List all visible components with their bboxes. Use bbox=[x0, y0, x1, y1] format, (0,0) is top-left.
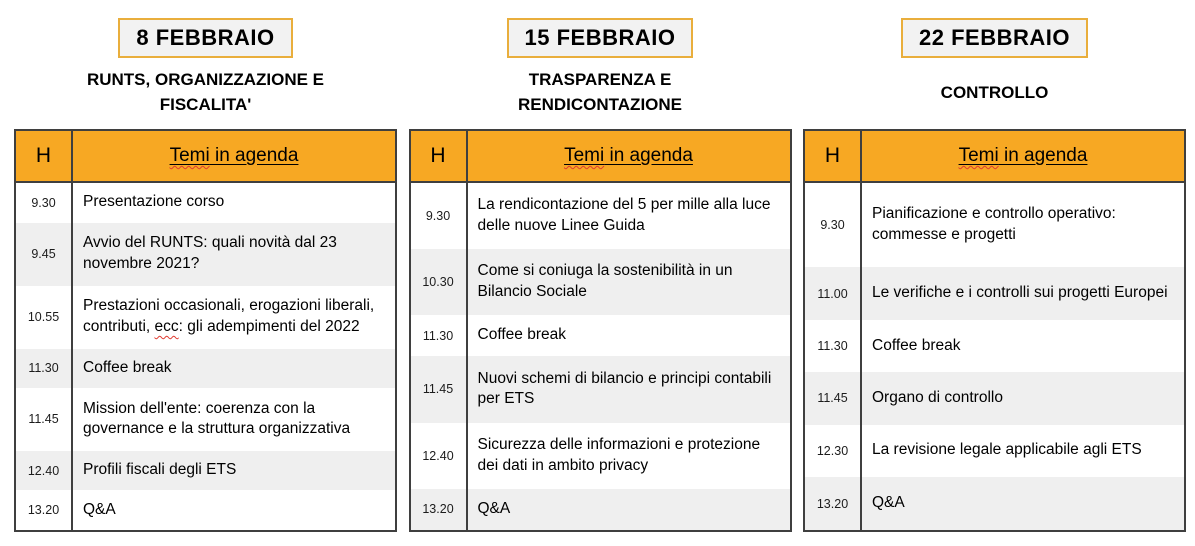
time-cell: 11.45 bbox=[410, 356, 467, 422]
date-badge bbox=[507, 18, 694, 58]
time-cell: 11.45 bbox=[15, 388, 72, 451]
topic-cell: Sicurezza delle informazioni e protezione dei dati in ambito privacy bbox=[477, 435, 761, 474]
agenda-body bbox=[15, 182, 396, 531]
time-cell: 11.30 bbox=[410, 315, 467, 356]
spellcheck-underline: ecc bbox=[154, 318, 179, 336]
time-cell: 10.30 bbox=[410, 249, 467, 315]
day-subtitle: RUNTS, ORGANIZZAZIONE E FISCALITA' bbox=[86, 70, 325, 114]
time-cell: 11.30 bbox=[15, 349, 72, 388]
topic-cell: La revisione legale applicabile agli ETS bbox=[872, 441, 1142, 459]
agenda-table bbox=[409, 129, 792, 532]
agenda-row bbox=[15, 286, 396, 349]
agenda-row bbox=[410, 249, 791, 315]
topic-cell: Pianificazione e controllo operativo: commesse e progetti bbox=[872, 205, 1116, 244]
agenda-header-row bbox=[410, 130, 791, 182]
topic-cell: Coffee break bbox=[872, 336, 961, 354]
column-header-temi: Temi in agenda bbox=[467, 130, 791, 182]
column-header-h: H bbox=[15, 130, 72, 182]
subtitle-wrap bbox=[56, 66, 356, 120]
time-cell: 9.30 bbox=[804, 182, 861, 267]
day-column-15-febbraio bbox=[409, 18, 792, 546]
column-header-h: H bbox=[410, 130, 467, 182]
time-cell: 9.30 bbox=[15, 182, 72, 223]
agenda-header-row bbox=[804, 130, 1185, 182]
time-cell: 13.20 bbox=[410, 489, 467, 531]
topic-cell: Avvio del RUNTS: quali novità dal 23 novembre 2021? bbox=[83, 234, 337, 273]
topic-cell: Q&A bbox=[83, 500, 116, 518]
topic-cell: Come si coniuga la sostenibilità in un Bilancio Sociale bbox=[477, 262, 733, 301]
day-column-22-febbraio bbox=[803, 18, 1186, 546]
time-cell: 12.30 bbox=[804, 425, 861, 477]
agenda-row bbox=[410, 315, 791, 356]
column-header-temi: Temi in agenda bbox=[72, 130, 396, 182]
date-label: 15 FEBBRAIO bbox=[524, 25, 676, 50]
agenda-row bbox=[15, 349, 396, 388]
date-badge bbox=[901, 18, 1088, 58]
agenda-row bbox=[804, 320, 1185, 372]
subtitle-wrap bbox=[845, 66, 1145, 120]
date-label: 8 FEBBRAIO bbox=[136, 25, 275, 50]
time-cell: 11.45 bbox=[804, 372, 861, 424]
time-cell: 11.00 bbox=[804, 267, 861, 319]
agenda-row bbox=[15, 490, 396, 531]
agenda-row bbox=[15, 223, 396, 286]
agenda-row bbox=[410, 489, 791, 531]
topic-cell: Coffee break bbox=[477, 326, 566, 344]
spellcheck-underline: Temi bbox=[958, 145, 999, 166]
date-label: 22 FEBBRAIO bbox=[919, 25, 1070, 50]
agenda-row bbox=[804, 372, 1185, 424]
agenda-row bbox=[804, 182, 1185, 267]
topic-cell: Nuovi schemi di bilancio e principi contabili per ETS bbox=[477, 369, 772, 408]
topic-cell: Q&A bbox=[477, 499, 511, 517]
time-cell: 11.30 bbox=[804, 320, 861, 372]
time-cell: 13.20 bbox=[15, 490, 72, 531]
topic-cell: Presentazione corso bbox=[83, 193, 225, 211]
time-cell: 12.40 bbox=[410, 423, 467, 489]
agenda-row bbox=[410, 423, 791, 489]
subtitle-wrap bbox=[450, 66, 750, 120]
topic-cell: Organo di controllo bbox=[872, 388, 1003, 406]
date-badge bbox=[118, 18, 292, 58]
day-subtitle: CONTROLLO bbox=[940, 82, 1049, 102]
day-subtitle: TRASPARENZA E RENDICONTAZIONE bbox=[517, 70, 682, 114]
agenda-row bbox=[410, 356, 791, 422]
topic-cell: Le verifiche e i controlli sui progetti Europei bbox=[872, 284, 1168, 302]
topic-cell: Prestazioni occasionali, erogazioni liberali, contributi, ecc: gli adempimenti del 2022 bbox=[83, 297, 375, 336]
agenda-row bbox=[804, 477, 1185, 531]
agenda-table bbox=[14, 129, 397, 532]
topic-cell: Profili fiscali degli ETS bbox=[83, 461, 237, 479]
agenda-body bbox=[410, 182, 791, 531]
time-cell: 12.40 bbox=[15, 451, 72, 490]
topic-cell: La rendicontazione del 5 per mille alla luce delle nuove Linee Guida bbox=[477, 196, 771, 235]
agenda-row bbox=[804, 425, 1185, 477]
agenda-header-row bbox=[15, 130, 396, 182]
column-header-h: H bbox=[804, 130, 861, 182]
topic-cell: Coffee break bbox=[83, 358, 172, 376]
agenda-body bbox=[804, 182, 1185, 531]
agenda-row bbox=[15, 451, 396, 490]
topic-cell: Q&A bbox=[872, 494, 905, 512]
spellcheck-underline: Temi bbox=[169, 145, 210, 166]
time-cell: 9.45 bbox=[15, 223, 72, 286]
day-column-8-febbraio bbox=[14, 18, 397, 546]
topic-cell: Mission dell'ente: coerenza con la governance e la struttura organizzativa bbox=[83, 399, 351, 438]
agenda-table bbox=[803, 129, 1186, 532]
time-cell: 10.55 bbox=[15, 286, 72, 349]
agenda-row bbox=[15, 182, 396, 223]
column-header-temi: Temi in agenda bbox=[861, 130, 1185, 182]
agenda-row bbox=[15, 388, 396, 451]
agenda-row bbox=[804, 267, 1185, 319]
time-cell: 9.30 bbox=[410, 182, 467, 249]
spellcheck-underline: Temi bbox=[564, 145, 605, 166]
agenda-row bbox=[410, 182, 791, 249]
time-cell: 13.20 bbox=[804, 477, 861, 531]
